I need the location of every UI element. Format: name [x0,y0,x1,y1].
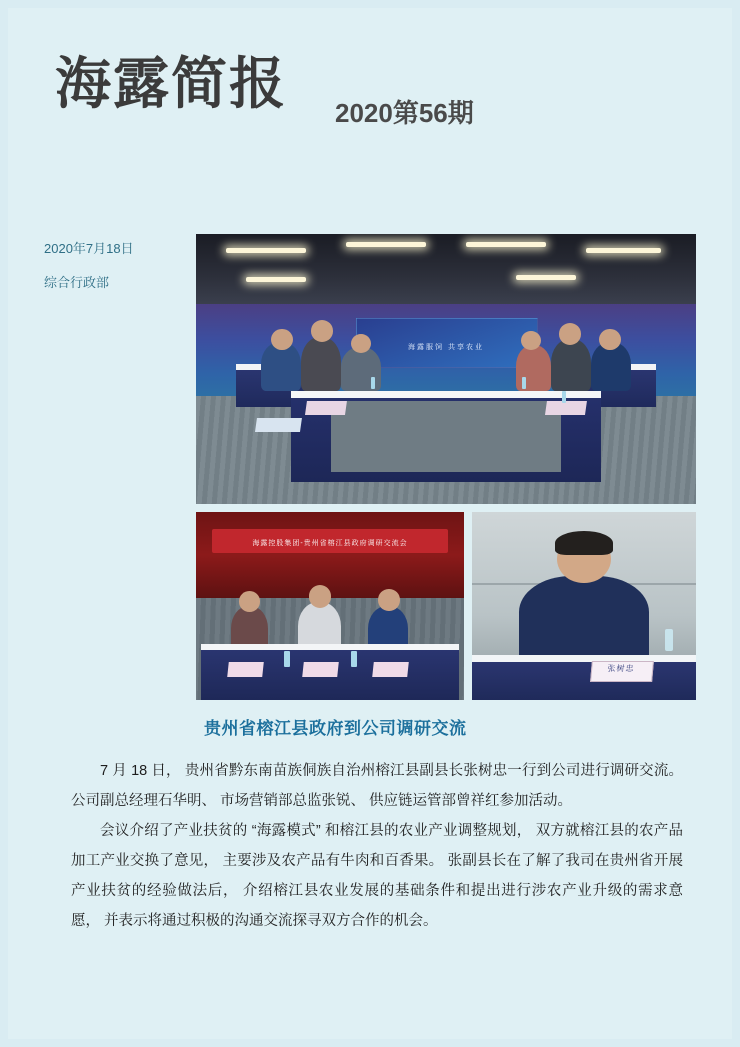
newsletter-page [8,8,732,1039]
document-on-table [255,418,302,432]
nameplate-text: 张树忠 [607,664,635,674]
attendee-head [311,320,333,342]
article-paragraph: 会议介绍了产业扶贫的 “海露模式” 和榕江县的农业产业调整规划， 双方就榕江县的农产品加工产业交换了意见， 主要涉及农产品有牛肉和百香果。 张副县长在了解了我司在贵州省开展产业扶贫的经验做法后， 介绍榕江县农业发展的基础条件和提出进行涉农产业升级的需求意愿， 并表示将通过积极的沟通交流探寻双方合作的机会。 [71,823,683,929]
water-bottle [665,629,673,651]
speaker-body [519,576,649,666]
nameplate [305,401,347,415]
issue-number: 2020第56期 [335,98,474,128]
water-bottle [284,651,290,667]
attendee-silhouette [301,337,341,391]
attendee-head [271,329,293,351]
nameplate [302,662,338,677]
attendee-head [599,329,621,351]
panelist-head [309,585,332,608]
speaker-hair [555,531,613,555]
meta-column [44,238,194,294]
ceiling-light [246,277,306,282]
publication-date: 2020年7月18日 [44,241,134,256]
masthead [8,8,732,208]
attendee-head [521,331,541,350]
table-inner-floor [331,401,561,471]
water-bottle [522,377,526,389]
panelist-head [239,591,260,612]
ceiling-light [516,275,576,280]
water-bottle [351,651,357,667]
conference-panel-photo [196,512,464,700]
article-title: 贵州省榕江县政府到公司调研交流 [204,719,467,738]
water-bottle [371,377,375,389]
page-title: 海露简报 [55,52,287,115]
article-body [71,756,683,936]
nameplate [372,662,408,677]
department-label: 综合行政部 [44,275,110,290]
ceiling-light [586,248,661,253]
stage-backdrop [196,512,464,598]
speaker-portrait-photo [472,512,696,700]
nameplate [545,401,587,415]
meeting-room-long-table-photo [196,234,696,504]
water-bottle [562,391,566,403]
ceiling [196,234,696,304]
attendee-head [351,334,371,353]
attendee-head [559,323,581,345]
ceiling-light [346,242,426,247]
attendee-silhouette [341,347,381,390]
speaker-table [472,655,696,700]
nameplate [227,662,263,677]
screen-caption: 海露服饲 共享农业 [408,344,484,351]
panelist-head [378,589,399,611]
ceiling-light [466,242,546,247]
attendee-silhouette [551,339,591,390]
ceiling-light [226,248,306,253]
banner-caption: 海露控股集团-贵州省榕江县政府调研交流会 [252,540,408,548]
article-paragraph: 7 月 18 日， 贵州省黔东南苗族侗族自治州榕江县副县长张树忠一行到公司进行调研交流。 公司副总经理石华明、 市场营销部总监张锐、 供应链运管部曾祥红参加活动。 [71,763,683,809]
